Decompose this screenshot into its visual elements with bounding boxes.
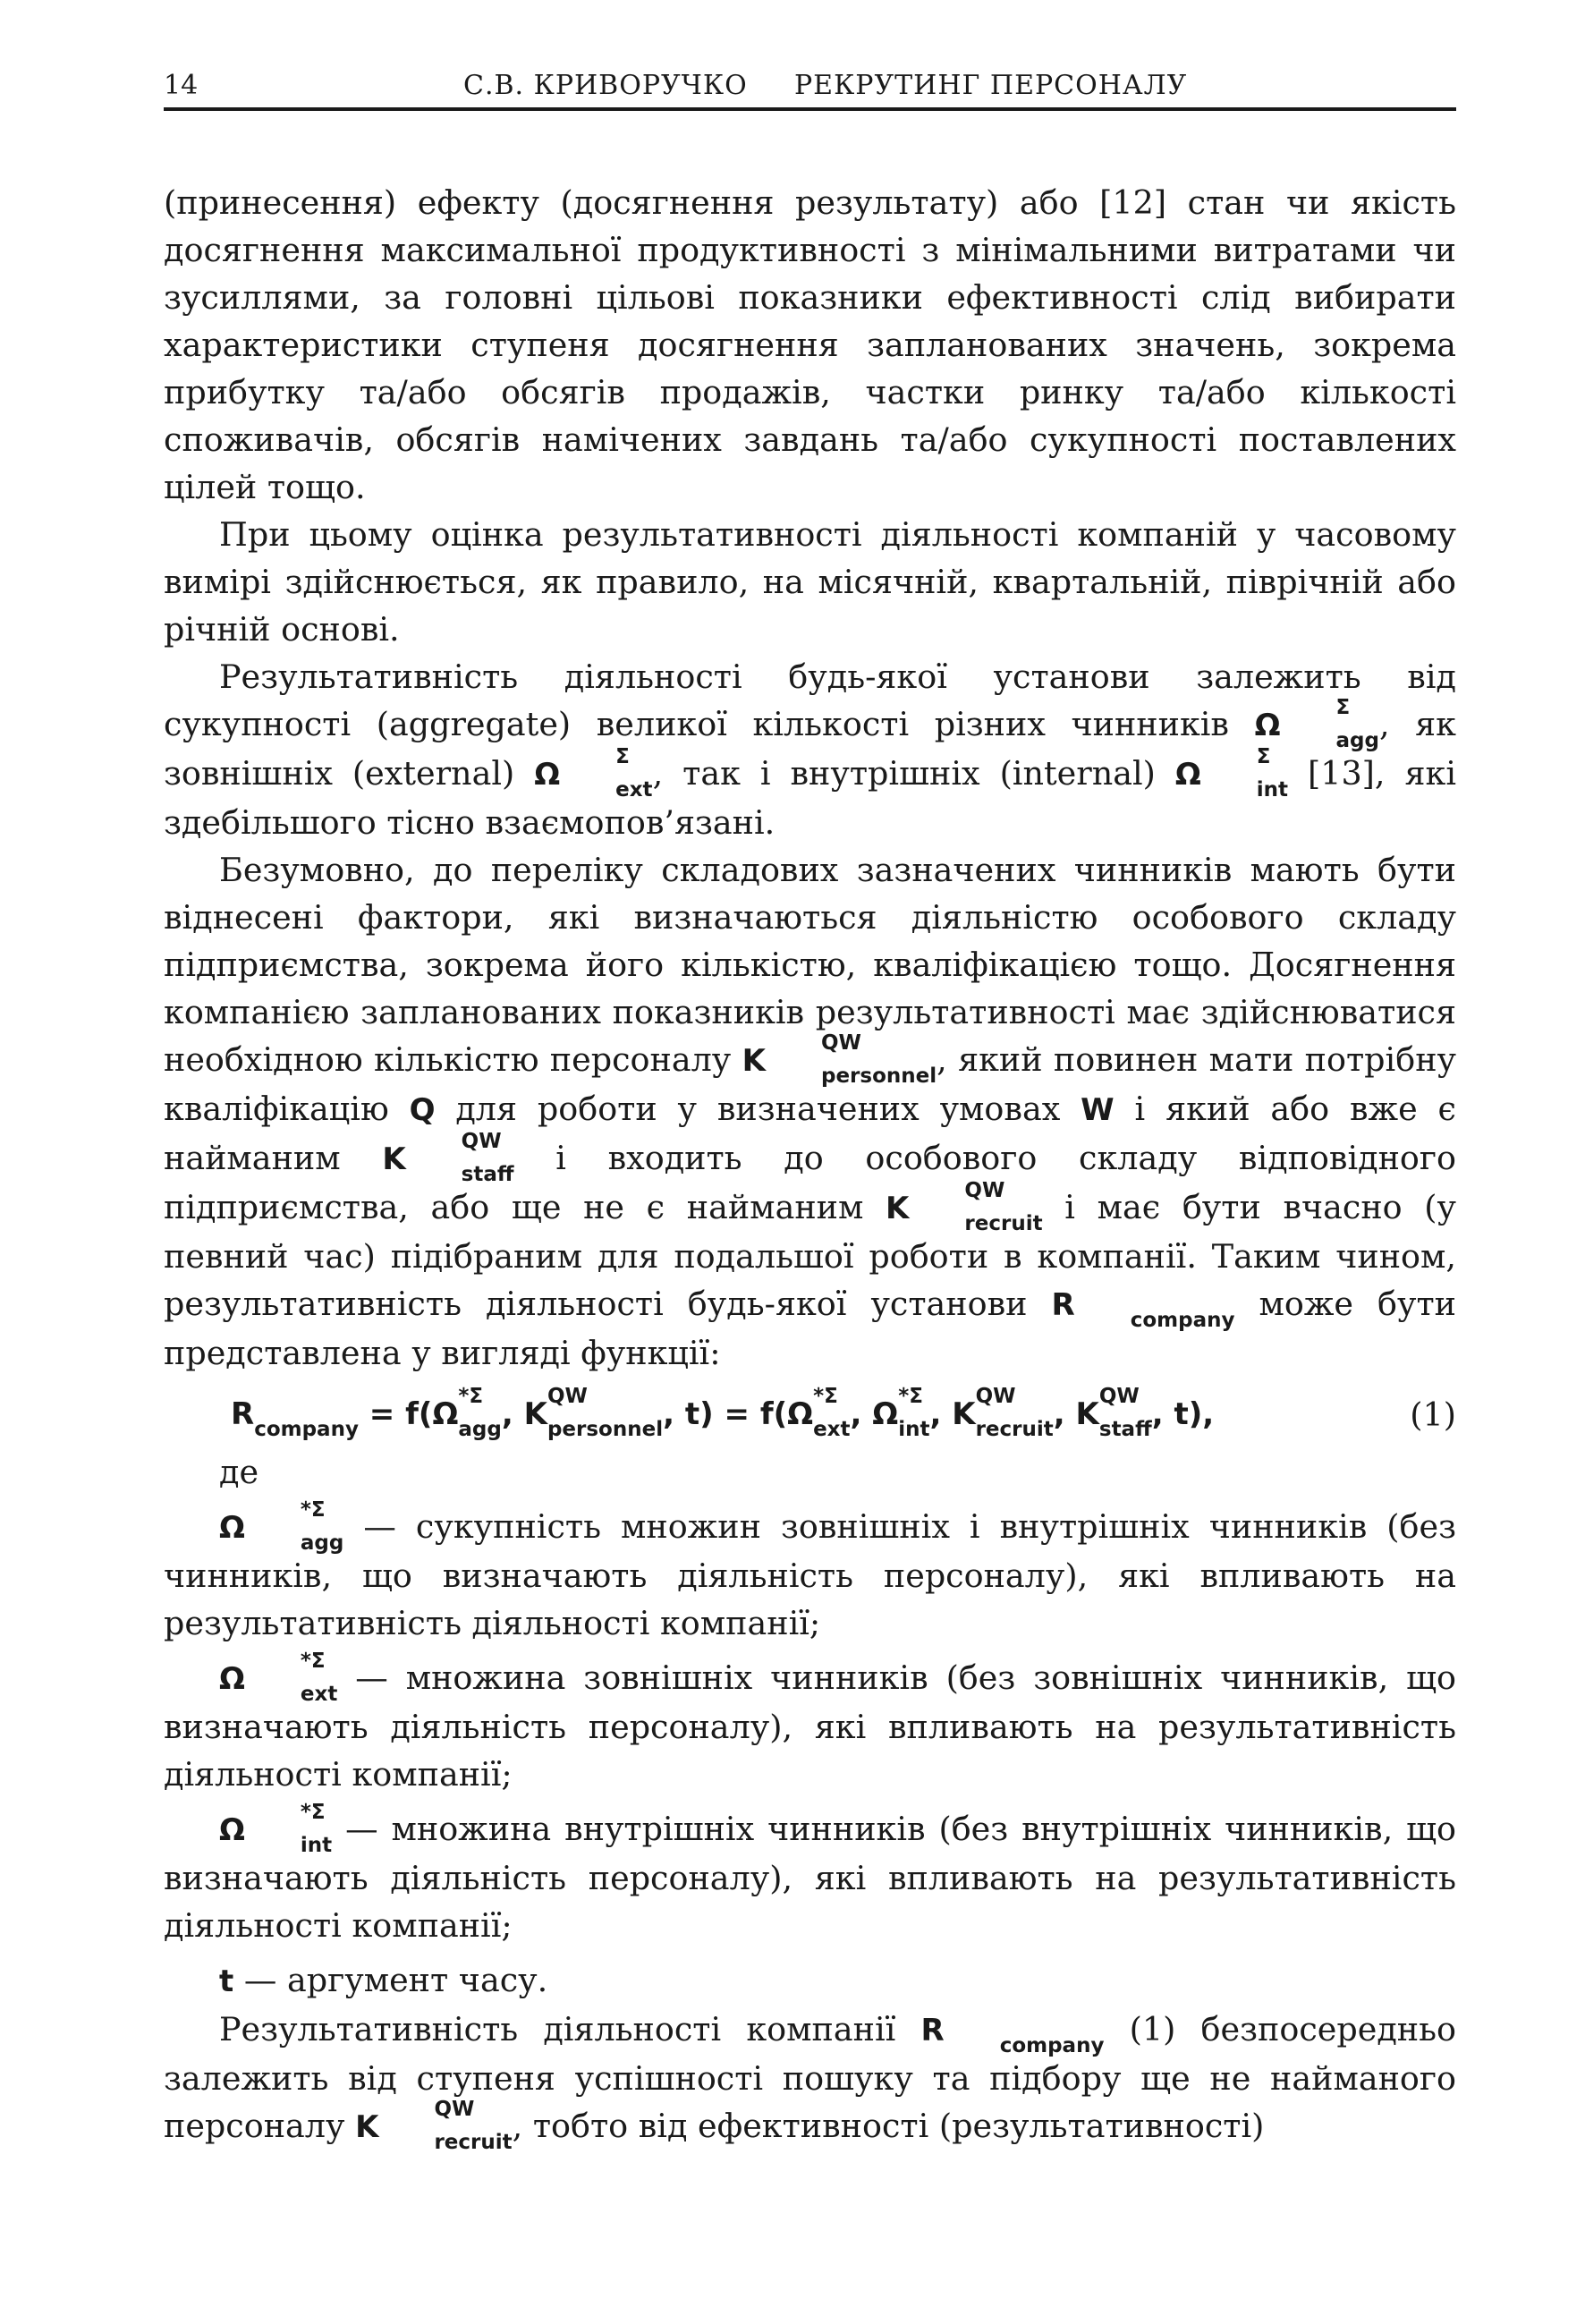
paragraph-2: При цьому оцінка результативності діяльності компаній у часовому вимірі здійснюється, як правило, на місячній, квартальній, піврічній або річній основі. bbox=[164, 515, 1456, 649]
header-author: С.В. КРИВОРУЧКО bbox=[463, 70, 748, 101]
t-symbol: t bbox=[219, 1964, 234, 1999]
k-recruit-symbol-2: K QW $_{recruit}$ bbox=[355, 2098, 513, 2154]
omega-star-int-symbol: Ω *Σ $_{int}$ bbox=[219, 1801, 333, 1857]
equation-number: (1) bbox=[1410, 1395, 1456, 1434]
k-staff-symbol: K QW $_{staff}$ bbox=[382, 1130, 514, 1186]
page-number: 14 bbox=[164, 70, 199, 101]
definition-omega-ext: Ω *Σ $_{ext}$ — множина зовнішніх чинників (без зовнішніх чинників, що визначають діяльність персоналу), які впливають на результативність діяльності компанії; bbox=[164, 1650, 1456, 1794]
equation-1 bbox=[164, 1382, 1456, 1448]
k-personnel-symbol: K QW $_{personnel}$ bbox=[742, 1031, 937, 1088]
definition-omega-agg: Ω *Σ $_{agg}$ — сукупність множин зовнішніх і внутрішніх чинників (без чинників, що визначають діяльність персоналу), які впливають на результативність діяльності компанії; bbox=[164, 1498, 1456, 1642]
paragraph-5: Результативність діяльності компанії R $_{company}$ (1) безпосередньо залежить від ступеня успішності пошуку та підбору ще не найманого персоналу K QW $_{recruit}$, тобто від ефективності (результативності) bbox=[164, 2010, 1456, 2154]
header-title: РЕКРУТИНГ ПЕРСОНАЛУ bbox=[794, 70, 1188, 101]
running-header bbox=[164, 64, 1456, 111]
definition-omega-int: Ω *Σ $_{int}$ — множина внутрішніх чинників (без внутрішніх чинників, що визначають діяльність персоналу), які впливають на результативність діяльності компанії; bbox=[164, 1801, 1456, 1945]
paragraph-1: (принесення) ефекту (досягнення результату) або [12] стан чи якість досягнення максимальної продуктивності з мінімальними витратами чи зусиллями, за головні цільові показники ефективності слід вибирати характеристики ступеня досягнення запланованих значень, зокрема прибутку та/або обсягів продажів, частки ринку та/або кількості споживачів, обсягів намічених завдань та/або сукупності поставлених цілей тощо. bbox=[164, 183, 1456, 506]
omega-int-symbol: Ω Σ $_{int}$ bbox=[1174, 745, 1289, 802]
omega-agg-symbol: Ω Σ $_{agg}$ bbox=[1254, 696, 1379, 752]
w-symbol: W bbox=[1081, 1092, 1115, 1128]
omega-star-ext-symbol: Ω *Σ $_{ext}$ bbox=[219, 1650, 338, 1706]
page-body bbox=[164, 179, 1457, 2154]
q-symbol: Q bbox=[409, 1092, 436, 1128]
paragraph-4: Безумовно, до переліку складових зазначених чинників мають бути віднесені фактори, які визначаються діяльністю особового складу підприємства, зокрема його кількістю, кваліфікацією тощо. Досягнення компанією запланованих показників результативності має здійснюватися необхідною кількістю персоналу K QW $_{personnel}$, який повинен мати потрібну кваліфікацію Q для роботи у визначених умовах W і який або вже є найманим K QW $_{staff}$ і входить до особового складу відповідного підприємства, або ще не є найманим K QW $_{recruit}$ і має бути вчасно (у певний час) підібраним для подальшої роботи в компанії. Таким чином, результативність діяльності будь-якої установи R $_{company}$ може бути представлена у вигляді функції: bbox=[164, 851, 1457, 1372]
omega-ext-symbol: Ω Σ $_{ext}$ bbox=[534, 745, 653, 802]
where-label: де bbox=[219, 1453, 259, 1491]
paragraph-3: Результативність діяльності будь-якої установи залежить від сукупності (aggregate) великої кількості різних чинників Ω Σ $_{agg}$, як зовнішніх (external) Ω Σ $_{ext}$, так і внутрішніх (internal) Ω Σ $_{int}$ [13], які здебільшого тісно взаємопов’язані. bbox=[164, 657, 1457, 842]
definition-t: t — аргумент часу. bbox=[219, 1961, 548, 1999]
r-company-symbol-2: R $_{company}$ bbox=[920, 2013, 1105, 2057]
omega-star-agg-symbol: Ω *Σ $_{agg}$ bbox=[219, 1498, 344, 1555]
r-company-symbol: R $_{company}$ bbox=[1051, 1287, 1235, 1332]
equation-expression: $R_{company} = f(\Omega$ *Σ $_{agg}$, K QW $_{personnel}$, t) = f(Ω *Σ $_{ext}$, Ω *Σ $_{int}$, K QW $_{recruit}$, K QW $_{staff}$, t), bbox=[231, 1385, 1215, 1441]
k-recruit-symbol: K QW $_{recruit}$ bbox=[886, 1179, 1043, 1235]
